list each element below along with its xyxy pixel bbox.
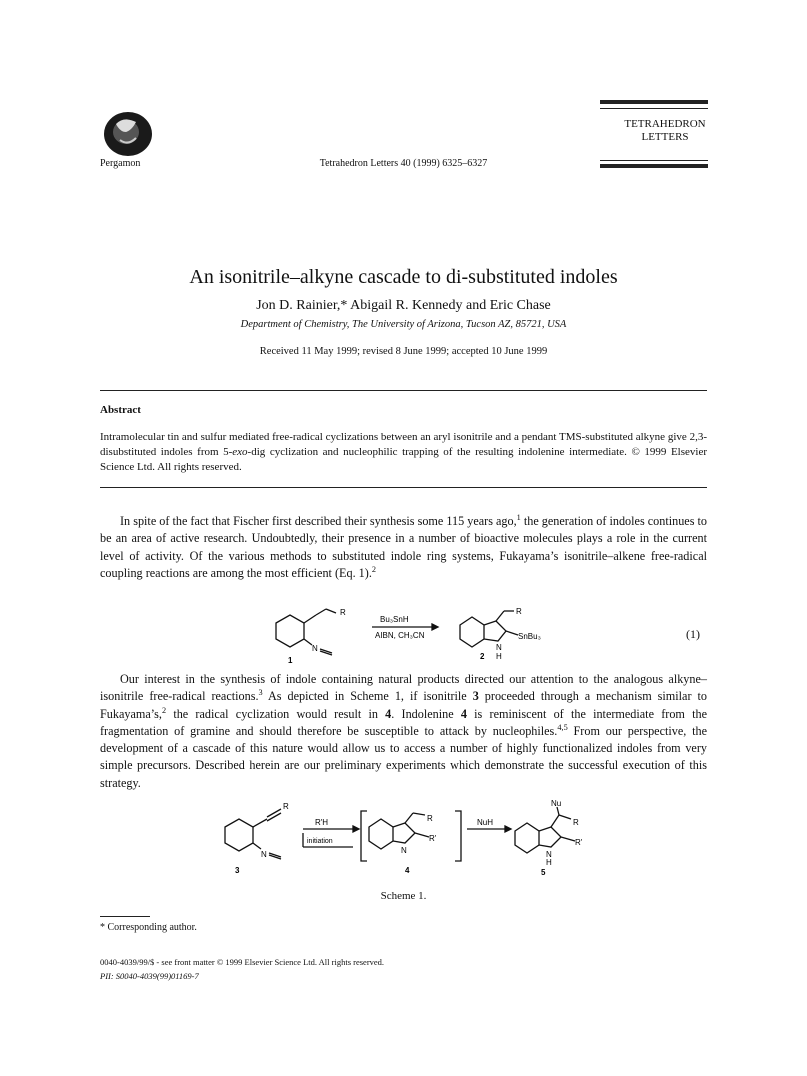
s1-compound-3: 3: [235, 866, 240, 875]
eq1-benzene-ring: [276, 615, 304, 647]
article-affiliation: Department of Chemistry, The University of Arizona, Tucson AZ, 85721, USA: [240, 319, 567, 330]
s1-compound-5: 5: [541, 868, 546, 877]
journal-rule-top-thick: [600, 100, 708, 104]
eq2-label-R: R: [516, 607, 522, 616]
article-dates: Received 11 May 1999; revised 8 June 1999; accepted 10 June 1999: [259, 346, 548, 357]
s1-label-H5: H: [546, 858, 552, 867]
article-title: An isonitrile–alkyne cascade to di-substituted indoles: [189, 266, 618, 288]
footnote-rule: [100, 916, 150, 917]
s1-label-R3: R: [283, 802, 289, 811]
s1-reagent-init: initiation: [307, 838, 333, 845]
journal-rule-bottom-thick: [600, 164, 708, 168]
s1-label-N4: N: [401, 846, 407, 855]
journal-rule-bottom-thin: [600, 160, 708, 161]
eq1-compound-1: 1: [288, 656, 293, 665]
abstract-rule-top: [100, 390, 707, 391]
journal-rule-top-thin: [600, 108, 708, 109]
eq1-reagent-bottom: AIBN, CH₃CN: [375, 631, 425, 640]
s1-reagent-rh: R'H: [315, 818, 329, 827]
scheme-1-graphic: [215, 797, 615, 882]
s1-reagent-nuh: NuH: [477, 818, 494, 827]
equation-1-scheme: [260, 605, 590, 665]
s1-label-N3: N: [261, 850, 267, 859]
equation-number: (1): [686, 627, 700, 641]
scheme-caption: Scheme 1.: [380, 890, 427, 902]
eq1-label-SnBu3: SnBu₃: [518, 632, 541, 641]
journal-citation: Tetrahedron Letters 40 (1999) 6325–6327: [319, 158, 488, 169]
eq1-label-H: H: [496, 652, 502, 661]
publisher-name: Pergamon: [100, 158, 141, 169]
body-paragraph-1: In spite of the fact that Fischer first described their synthesis some 115 years ago,$^1$ the generation of indoles continues to be an area of active research. Undoubtedly, their presence in a number of bioactive molecules plays a role in the current level of activity. Of the various methods to substituted indole ring systems, Fukayama’s isonitrile–alkene free-radical coupling reactions are among the most efficient (Eq. 1).$^2$: [100, 512, 707, 580]
s1-compound-4: 4: [405, 866, 410, 875]
eq1-indole-benzene: [460, 617, 484, 647]
eq1-reagent-top: Bu₃SnH: [380, 615, 409, 624]
footnote-corresponding: * Corresponding author.: [100, 922, 197, 933]
s1-label-R4: R: [427, 814, 433, 823]
copyright-block: [100, 955, 384, 983]
pii-line: PII: S0040-4039(99)01169-7: [100, 971, 199, 981]
copyright-line: 0040-4039/99/$ - see front matter © 1999 Elsevier Science Ltd. All rights reserved.: [100, 957, 385, 967]
abstract-text: Intramolecular tin and sulfur mediated free-radical cyclizations between an aryl isonitrile and a pendant TMS-substituted alkyne give 2,3-disubstituted indoles from 5-exo-dig cyclization and nucleophilic trapping of the resulting indolenine intermediate. © 1999 Elsevier Science Ltd. All rights reserved.: [100, 431, 707, 473]
article-authors: Jon D. Rainier,* Abigail R. Kennedy and Eric Chase: [256, 298, 551, 313]
s1-label-R5: R: [573, 818, 579, 827]
abstract-rule-bottom: [100, 487, 707, 488]
body-paragraph-2: Our interest in the synthesis of indole containing natural products directed our attention to the analogous alkyne–isonitrile free-radical reactions.$^3$ As depicted in Scheme 1, if isonitrile 3 proceeded through a mechanism similar to Fukayama’s,$^2$ the radical cyclization would result in 4. Indolenine 4 is reminiscent of the intermediate from the fragmentation of gramine and should therefore be susceptible to attack by nucleophiles.$^{4,5}$ From our perspective, the development of a cascade of this nature would allow us to access a number of highly functionalized indoles from very simple precursors. Described herein are our preliminary experiments which demonstrate the successful execution of this strategy.: [100, 672, 707, 790]
s1-label-N5: N: [546, 850, 552, 859]
eq1-label-N: N: [312, 644, 318, 653]
journal-name-line1: TETRAHEDRON: [624, 118, 706, 130]
abstract-heading: Abstract: [100, 404, 141, 416]
eq1-label-N2: N: [496, 643, 502, 652]
eq1-indole-pyrrole: [484, 621, 506, 641]
journal-name-line2: LETTERS: [641, 131, 689, 143]
s1-label-Nu: Nu: [551, 799, 562, 808]
s1-label-Rp4: R': [429, 834, 437, 843]
journal-name: [610, 118, 720, 144]
eq1-label-R: R: [340, 608, 346, 617]
publisher-logo: [102, 110, 154, 158]
eq1-compound-2: 2: [480, 652, 485, 661]
s1-label-Rp5: R': [575, 838, 583, 847]
